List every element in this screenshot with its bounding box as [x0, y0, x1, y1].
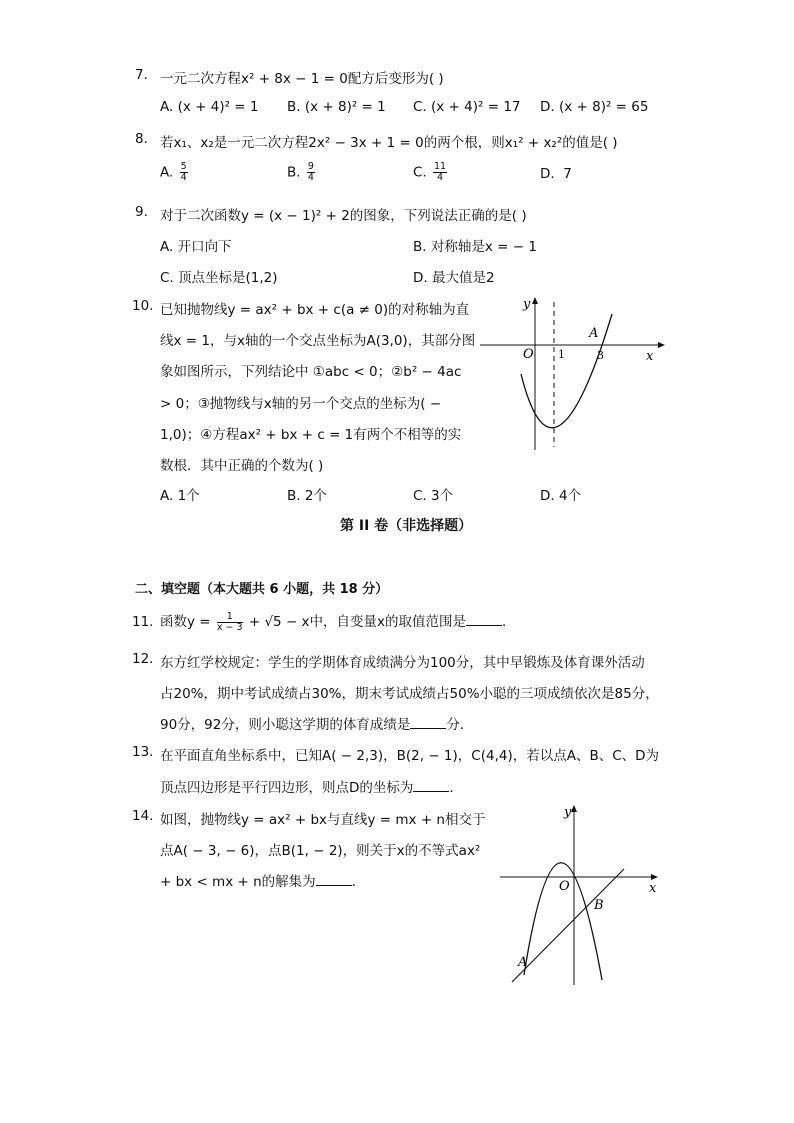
q8-option-b-fraction: $\frac{9}{4}$	[307, 161, 314, 183]
q10-line-3: 象如图所示，下列结论中 ①abc < 0；②b² − 4ac	[160, 364, 462, 380]
q14-line-1: 如图，抛物线y = ax² + bx与直线y = mx + n相交于	[160, 812, 486, 828]
q11-stem-pre: 函数y =	[160, 614, 215, 630]
q10-option-c: C. 3个	[413, 488, 454, 504]
q10-line-6: 数根．其中正确的个数为( )	[160, 458, 324, 474]
q8-option-d	[540, 166, 572, 182]
q7-stem: 一元二次方程x² + 8x − 1 = 0配方后变形为( )	[160, 71, 444, 87]
q14-answer-blank[interactable]	[316, 875, 352, 886]
q14-line-3-end: ．	[351, 874, 366, 890]
q10-option-a: A. 1个	[160, 488, 200, 504]
q9-option-b: B. 对称轴是x = − 1	[413, 239, 537, 255]
q8-option-a-letter: A.	[160, 164, 174, 181]
q13-answer-blank[interactable]	[413, 781, 449, 792]
q12-number: 12.	[132, 651, 154, 667]
q12-answer-blank[interactable]	[410, 718, 446, 729]
q14-number: 14.	[132, 808, 154, 824]
q12-line-3-text: 90分，92分，则小聪这学期的体育成绩是	[160, 717, 411, 733]
q14-line-3-text: + bx < mx + n的解集为	[160, 874, 316, 890]
q10-tick-3-label: 3	[597, 349, 604, 362]
q9-option-a: A. 开口向下	[160, 239, 232, 255]
q11-answer-blank[interactable]	[466, 615, 502, 626]
q10-parabola-graph	[478, 292, 668, 452]
q7-option-c: C. (x + 4)² = 17	[413, 99, 521, 115]
q12-line-3-end: 分．	[446, 717, 474, 733]
q8-option-d-letter: D.	[540, 166, 555, 182]
q8-number: 8.	[135, 131, 148, 147]
q14-line-3	[160, 870, 365, 890]
q10-option-b: B. 2个	[287, 488, 327, 504]
q13-line-2-end: ．	[449, 780, 463, 796]
q11-stem	[160, 610, 516, 633]
q8-option-a	[160, 162, 190, 183]
q10-tick-1-label: 1	[558, 348, 565, 361]
q14-point-b-label: B	[594, 898, 604, 913]
q13-line-2	[160, 776, 463, 796]
q14-x-label: x	[649, 881, 657, 896]
q12-line-3	[160, 713, 473, 733]
q14-graph	[496, 800, 666, 990]
q14-y-axis-arrow	[571, 805, 577, 812]
q14-point-a-label: A	[518, 955, 528, 970]
q7-option-a: A. (x + 4)² = 1	[160, 99, 259, 115]
q10-line-5: 1,0)；④方程ax² + bx + c = 1有两个不相等的实	[160, 427, 462, 443]
q12-line-2: 占20%，期中考试成绩占30%，期末考试成绩占50%小聪的三项成绩依次是85分，	[160, 686, 659, 702]
q10-y-label: y	[523, 297, 531, 312]
q11-fraction: $\frac{1}{x - 3}$	[216, 610, 243, 633]
q11-stem-post: + √5 − x中，自变量x的取值范围是	[244, 614, 467, 630]
q10-option-d: D. 4个	[540, 488, 582, 504]
q10-x-label: x	[646, 349, 654, 364]
q7-number: 7.	[135, 67, 148, 83]
q7-option-b: B. (x + 8)² = 1	[287, 99, 386, 115]
q8-option-b	[287, 162, 317, 183]
q10-line-1: 已知抛物线y = ax² + bx + c(a ≠ 0)的对称轴为直	[160, 302, 470, 318]
section-2-heading: 二、填空题（本大题共 6 小题，共 18 分）	[135, 582, 389, 597]
q13-number: 13.	[132, 744, 154, 760]
q8-option-c	[413, 162, 449, 183]
part-2-title: 第 II 卷（非选择题）	[340, 518, 473, 534]
q10-origin-label: O	[523, 347, 534, 362]
q8-option-c-letter: C.	[413, 164, 427, 181]
q10-number: 10.	[132, 298, 154, 314]
q11-stem-end: ．	[502, 614, 516, 630]
q9-number: 9.	[135, 204, 148, 220]
q10-y-axis-arrow	[532, 297, 538, 304]
q10-point-a-label: A	[589, 326, 599, 341]
q14-x-axis-arrow	[651, 874, 658, 880]
q11-number: 11.	[132, 614, 154, 630]
q9-option-d: D. 最大值是2	[413, 270, 495, 286]
q8-option-d-value: 7	[563, 166, 572, 182]
q13-line-1: 在平面直角坐标系中，已知A( − 2,3)，B(2, − 1)，C(4,4)，若以点A、B、C、D为	[160, 748, 660, 764]
q12-line-1: 东方红学校规定：学生的学期体育成绩满分为100分，其中早锻炼及体育课外活动	[160, 655, 645, 671]
q14-line-2: 点A( − 3, − 6)，点B(1, − 2)，则关于x的不等式ax²	[160, 843, 481, 859]
q8-stem: 若x₁、x₂是一元二次方程2x² − 3x + 1 = 0的两个根，则x₁² + x₂²的值是( )	[160, 135, 618, 151]
q10-line-4: > 0；③抛物线与x轴的另一个交点的坐标为( −	[160, 396, 442, 412]
q10-line-2: 线x = 1，与x轴的一个交点坐标为A(3,0)，其部分图	[160, 333, 476, 349]
q13-line-2-text: 顶点四边形是平行四边形，则点D的坐标为	[160, 780, 414, 796]
q7-option-d: D. (x + 8)² = 65	[540, 99, 649, 115]
q9-stem: 对于二次函数y = (x − 1)² + 2的图象，下列说法正确的是( )	[160, 208, 527, 224]
q8-option-c-fraction: $\frac{11}{4}$	[434, 161, 447, 183]
q8-option-b-letter: B.	[287, 164, 301, 181]
q14-origin-label: O	[559, 879, 570, 894]
q9-option-c: C. 顶点坐标是(1,2)	[160, 270, 278, 286]
q8-option-a-fraction: $\frac{5}{4}$	[180, 161, 187, 183]
q14-y-label: y	[564, 805, 572, 820]
q10-x-axis-arrow	[658, 342, 665, 348]
